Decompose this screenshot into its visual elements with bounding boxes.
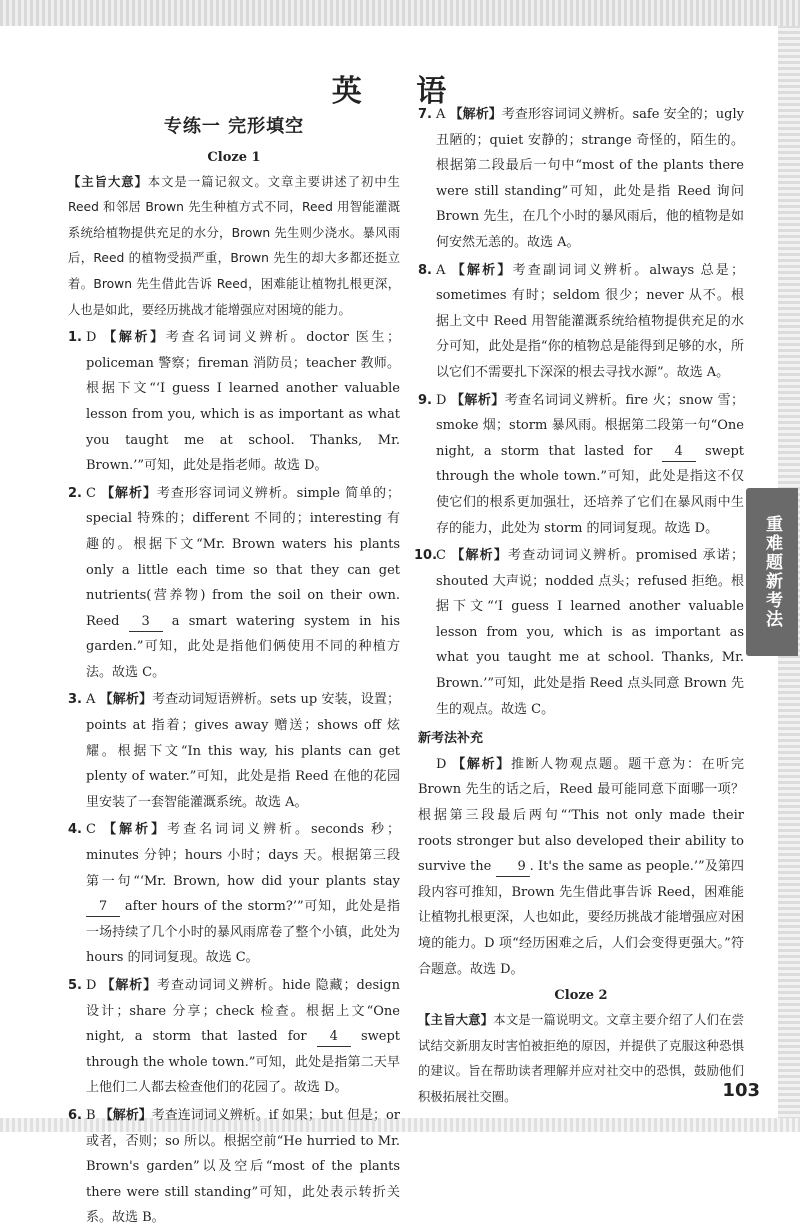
right-column (414, 100, 744, 1111)
side-tab-label: 重难题新考法 (746, 488, 798, 656)
answer-2: 2. C 【解析】考查形容词词义辨析。simple 简单的；special 特殊的；different 不同的；interesting 有趣的。根据下文“Mr. Brown waters his plants only a little each time so that they can get nutrients(营养物) from the soil on their own. Reed 3 a smart watering system in his garden.”可知，此处是指他们俩使用不同的种植方法。故选 C。 (68, 485, 400, 680)
answer-5: 5. D 【解析】考查动词词义辨析。hide 隐藏；design 设计；share 分享；check 检查。根据上文“One night, a storm that lasted for 4 swept through the whole town.”可知，此处是指第二天早上他们二人都去检查他们的花园了。故选 D。 (68, 978, 400, 1096)
answer-6: 6. B 【解析】考查连词词义辨析。if 如果；but 但是；or 或者，否则；so 所以。根据空前“He hurried to Mr. Brown's garden”以及空后“most of the plants there were still standing”可知，此处表示转折关系。故选 B。 (68, 1107, 400, 1226)
answer-1: 1. D 【解析】考查名词词义辨析。doctor 医生；policeman 警察；fireman 消防员；teacher 教师。根据下文“‘I guess I learned another valuable lesson from you, which is as important as what you taught me at school. Thanks, Mr. Brown.’”可知，此处是指老师。故选 D。 (68, 330, 400, 474)
new-method-answer: D 【解析】推断人物观点题。题干意为：在听完 Brown 先生的话之后，Reed 最可能同意下面哪一项？根据第三段最后两句“‘This not only made their roots stronger but also developed their ability to survive the 9 . It's the same as people.’”及第四段内容可推知，Brown 先生借此事告诉 Reed，困难能让植物扎根更深，人也如此，要经历挑战才能增强应对困境的能力。D 项“经历困难之后，人们会变得更强大。”符合题意。故选 D。 (418, 756, 744, 977)
answer-8: 8. A 【解析】考查副词词义辨析。always 总是；sometimes 有时；seldom 很少；never 从不。根据上文中 Reed 用智能灌溉系统给植物提供充足的水分可知，此处是指“你的植物总是能得到足够的水，所以它们不需要扎下深深的根去寻找水源”。故选 A。 (418, 262, 744, 380)
left-column (68, 100, 400, 1231)
blank-number: 9 (496, 858, 530, 877)
section-title: 专练一 完形填空 (163, 116, 305, 137)
scan-top-band (0, 0, 800, 26)
answer-10: 10. C 【解析】考查动词词义辨析。promised 承诺；shouted 大声说；nodded 点头；refused 拒绝。根据下文“‘I guess I learned another valuable lesson from you, which is as important as what you taught me at school. Thanks, Mr. Brown.’”可知，此处是指 Reed 点头同意 Brown 先生的观点。故选 C。 (414, 548, 744, 717)
cloze1-main-idea: 【主旨大意】本文是一篇记叙文。文章主要讲述了初中生 Reed 和邻居 Brown 先生种植方式不同，Reed 用智能灌溉系统给植物提供充足的水分，Brown 先生则少浇水。暴风雨后，Reed 的植物受损严重，Brown 先生的却大多都还挺立着。Brown 先生借此告诉 Reed，困难能让植物扎根更深，人也是如此，要经历挑战才能增强应对困境的能力。 (68, 174, 400, 317)
cloze2-main-idea: 【主旨大意】本文是一篇说明文。文章主要介绍了人们在尝试结交新朋友时害怕被拒绝的原因，并提供了克服这种恐惧的建议。旨在帮助读者理解并应对社交中的恐惧，鼓励他们积极拓展社交圈。 (418, 1013, 744, 1104)
blank-number: 4 (662, 443, 696, 462)
answer-7: 7. A 【解析】考查形容词词义辨析。safe 安全的；ugly 丑陋的；quiet 安静的；strange 奇怪的，陌生的。根据第二段最后一句中“most of the plants there were still standing”可知，此处是指 Reed 询问 Brown 先生，在几个小时的暴风雨后，他的植物是如何安然无恙的。故选 A。 (418, 107, 744, 250)
cloze2-title: Cloze 2 (554, 988, 608, 1004)
new-method-title: 新考法补充 (418, 731, 484, 747)
answer-4: 4. C 【解析】考查名词词义辨析。seconds 秒；minutes 分钟；hours 小时；days 天。根据第三段第一句“‘Mr. Brown, how did your plants stay 7 after hours of the storm?’”可知，此处是指一场持续了几个小时的暴风雨席卷了整个小镇，此处为 hours 的同词复现。故选 C。 (68, 822, 400, 966)
answer-9: 9. D 【解析】考查名词词义辨析。fire 火；snow 雪；smoke 烟；storm 暴风雨。根据第二段第一句“One night, a storm that lasted for 4 swept through the whole town.”可知，此处是指这不仅使它们的根系更加强壮，还培养了它们在暴风雨中生存的能力，此处为 storm 的同词复现。故选 D。 (418, 392, 744, 536)
blank-number: 4 (317, 1028, 351, 1047)
page-number: 103 (722, 1080, 760, 1101)
subject-title: 英 语 (331, 74, 469, 109)
cloze1-title: Cloze 1 (207, 149, 261, 165)
blank-number: 3 (129, 613, 163, 632)
answer-3: 3. A 【解析】考查动词短语辨析。sets up 安装，设置；points at 指着；gives away 赠送；shows off 炫耀。根据下文“In this way, his plants can get plenty of water.”可知，此处是指 Reed 在他的花园里安装了一套智能灌溉系统。故选 A。 (68, 692, 400, 810)
blank-number: 7 (86, 898, 120, 917)
